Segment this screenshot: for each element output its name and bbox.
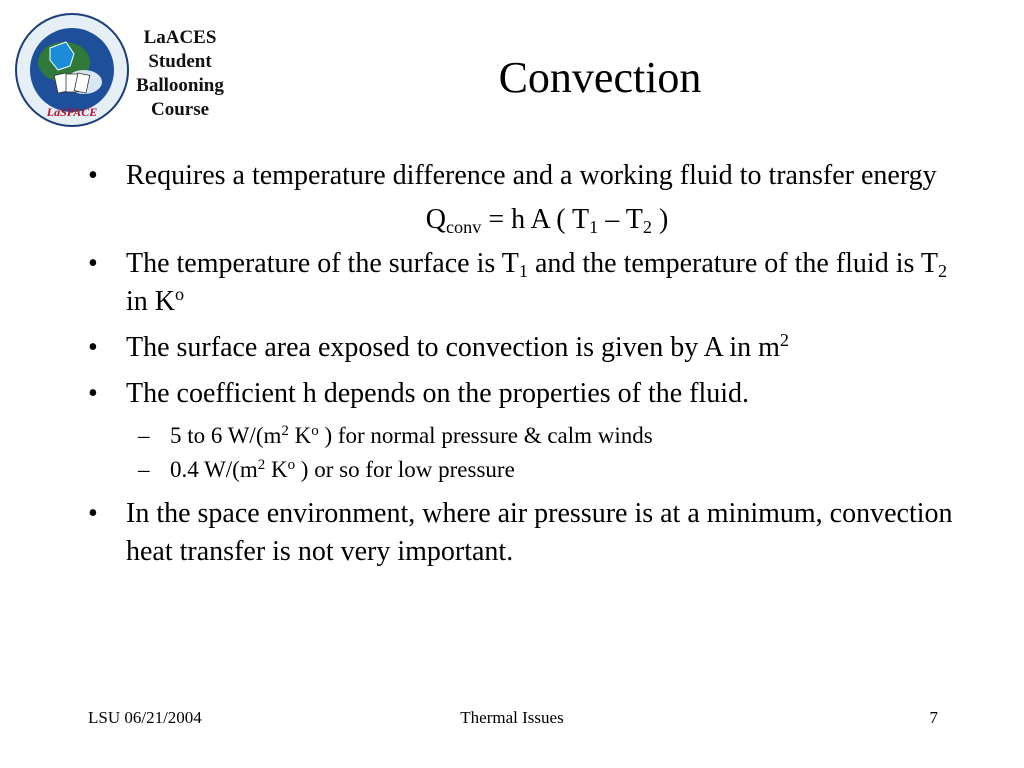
formula-t2-subscript: 2 bbox=[642, 217, 652, 238]
bullet-coefficient bbox=[88, 375, 968, 413]
formula-q-subscript: conv bbox=[445, 217, 482, 238]
course-name-line: Course bbox=[150, 99, 210, 120]
squared-superscript: 2 bbox=[281, 422, 289, 439]
bullet-text: The temperature of the surface is T bbox=[126, 248, 519, 279]
logo-badge-text: LaSPACE bbox=[46, 105, 98, 119]
bullet-text: The coefficient h depends on the properties of the fluid. bbox=[126, 378, 750, 409]
course-name-line: Student bbox=[148, 51, 212, 72]
bullet-surface-temperature bbox=[88, 245, 968, 321]
formula-t1-subscript: 1 bbox=[589, 217, 599, 238]
formula-q: Q bbox=[425, 204, 446, 235]
course-name bbox=[130, 26, 230, 122]
slide-title: Convection bbox=[498, 53, 702, 102]
sub-bullet-text: 0.4 W/(m bbox=[170, 457, 258, 482]
squared-superscript: 2 bbox=[257, 456, 266, 473]
bullet-text: In the space environment, where air pressure is at a minimum, convection heat transfer is not very important. bbox=[126, 498, 953, 567]
sub-bullet-text: 5 to 6 W/(m bbox=[170, 423, 282, 448]
bullet-text: and the temperature of the fluid is T bbox=[527, 248, 938, 279]
bullet-surface-area bbox=[88, 329, 968, 367]
sub-bullet-text: K bbox=[288, 423, 312, 448]
formula-dash: – T bbox=[598, 204, 643, 235]
course-name-line: LaACES bbox=[143, 27, 217, 48]
bullet-marker: • bbox=[88, 160, 98, 191]
sub-bullet-text: ) for normal pressure & calm winds bbox=[318, 423, 653, 448]
convection-formula bbox=[88, 201, 968, 239]
sub-bullet-text: ) or so for low pressure bbox=[295, 457, 515, 482]
degree-superscript: o bbox=[311, 422, 319, 439]
laspace-logo bbox=[14, 12, 130, 128]
slide-content bbox=[88, 157, 968, 571]
bullet-marker: • bbox=[88, 498, 98, 529]
bullet-space-environment bbox=[88, 495, 968, 571]
degree-superscript: o bbox=[175, 284, 185, 304]
sub-bullet-text: K bbox=[265, 457, 288, 482]
degree-superscript: o bbox=[287, 456, 296, 473]
sub-bullet-marker: – bbox=[138, 423, 150, 448]
footer-page-number: 7 bbox=[929, 708, 938, 727]
sub-bullet-normal-pressure bbox=[88, 419, 968, 453]
sub-bullet-marker: – bbox=[138, 457, 150, 482]
t2-subscript: 2 bbox=[938, 261, 948, 282]
formula-mid: = h A ( T bbox=[481, 204, 590, 235]
bullet-text: in K bbox=[126, 286, 175, 317]
t1-subscript: 1 bbox=[518, 261, 528, 282]
bullet-marker: • bbox=[88, 332, 98, 363]
bullet-marker: • bbox=[88, 378, 98, 409]
footer-topic: Thermal Issues bbox=[460, 708, 564, 727]
course-name-line: Ballooning bbox=[136, 75, 224, 96]
formula-end: ) bbox=[651, 204, 669, 235]
footer-date: LSU 06/21/2004 bbox=[88, 708, 202, 727]
bullet-text: Requires a temperature difference and a working fluid to transfer energy bbox=[126, 160, 937, 191]
bullet-marker: • bbox=[88, 248, 98, 279]
bullet-text: The surface area exposed to convection is given by A in m bbox=[126, 332, 780, 363]
sub-bullet-low-pressure bbox=[88, 453, 968, 487]
bullet-requires-difference bbox=[88, 157, 968, 195]
squared-superscript: 2 bbox=[779, 330, 790, 350]
